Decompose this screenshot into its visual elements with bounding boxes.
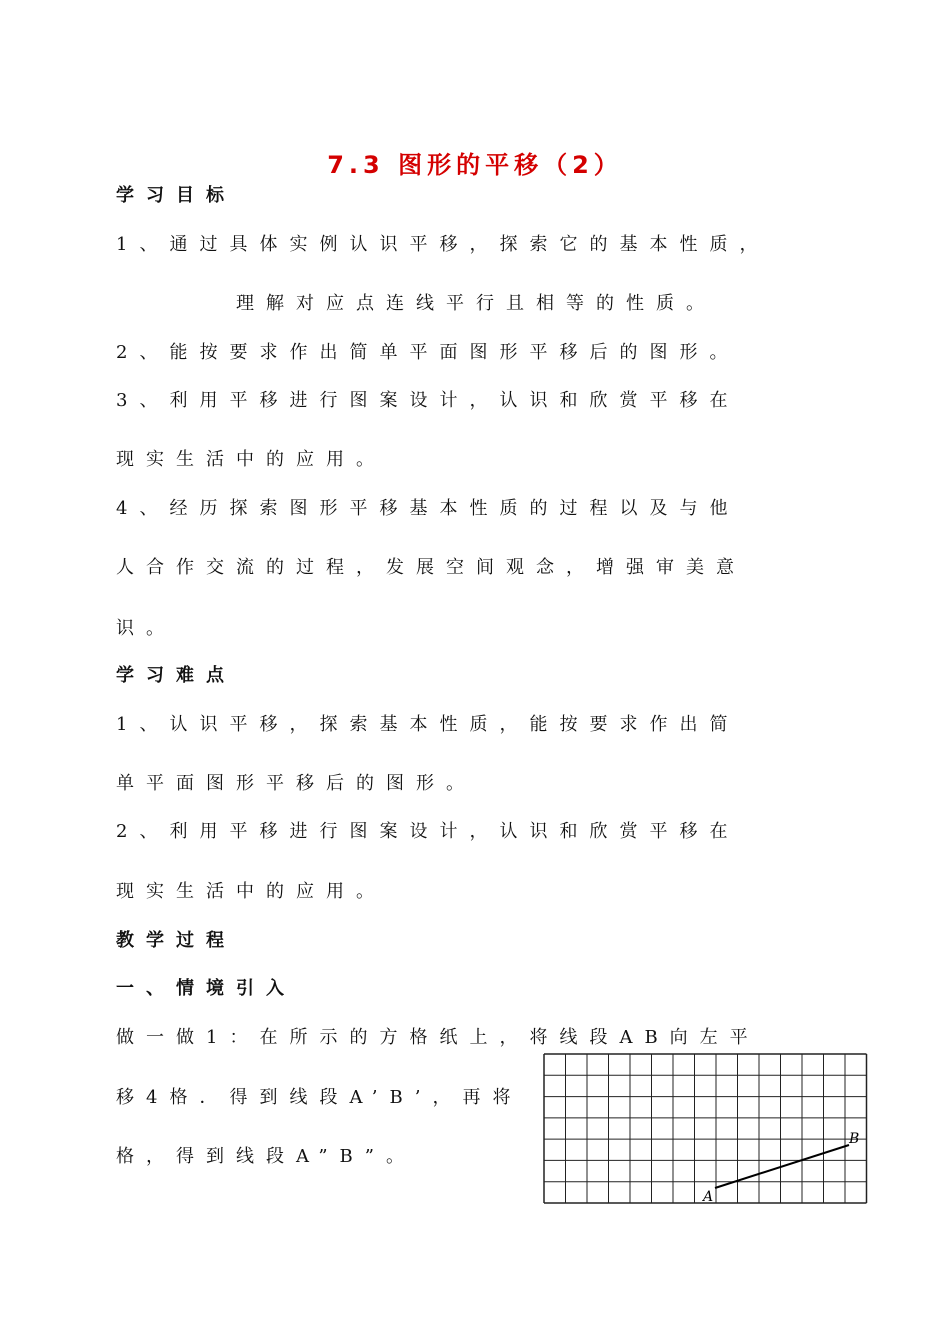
task-line-1: 做一做1：在所示的方格纸上，将线段AB向左平 [116,1027,760,1048]
objective-line-7: 人合作交流的过程，发展空间观念，增强审美意 [116,557,746,578]
difficulties-heading: 学习难点 [116,665,236,686]
objective-line-4: 3、利用平移进行图案设计，认识和欣赏平移在 [116,390,740,411]
task-line-3: 格，得到线段A”B”。 [116,1146,416,1167]
objective-line-5: 现实生活中的应用。 [116,449,386,470]
point-a-label: A [703,1189,714,1205]
objectives-heading: 学习目标 [116,185,236,206]
objective-line-8: 识。 [116,618,176,639]
difficulty-line-3: 2、利用平移进行图案设计，认识和欣赏平移在 [116,821,740,842]
difficulty-line-4: 现实生活中的应用。 [116,881,386,902]
objective-line-6: 4、经历探索图形平移基本性质的过程以及与他 [116,498,740,519]
section-heading-intro: 一、情境引入 [116,978,296,999]
objective-line-2: 理解对应点连线平行且相等的性质。 [236,293,716,314]
grid-paper-svg [540,1050,872,1212]
difficulty-line-1: 1、认识平移，探索基本性质，能按要求作出简 [116,714,740,735]
objective-line-3: 2、能按要求作出简单平面图形平移后的图形。 [116,342,740,363]
point-b-label: B [849,1131,860,1147]
task-line-2: 移4格．得到线段A’B’，再将 [116,1087,523,1108]
grid-lines [544,1054,867,1203]
process-heading: 教学过程 [116,930,236,951]
objective-line-1: 1、通过具体实例认识平移，探索它的基本性质， [116,234,770,255]
grid-paper-figure [540,1050,872,1212]
page-title: 7.3 图形的平移（2） [327,151,623,179]
difficulty-line-2: 单平面图形平移后的图形。 [116,773,476,794]
